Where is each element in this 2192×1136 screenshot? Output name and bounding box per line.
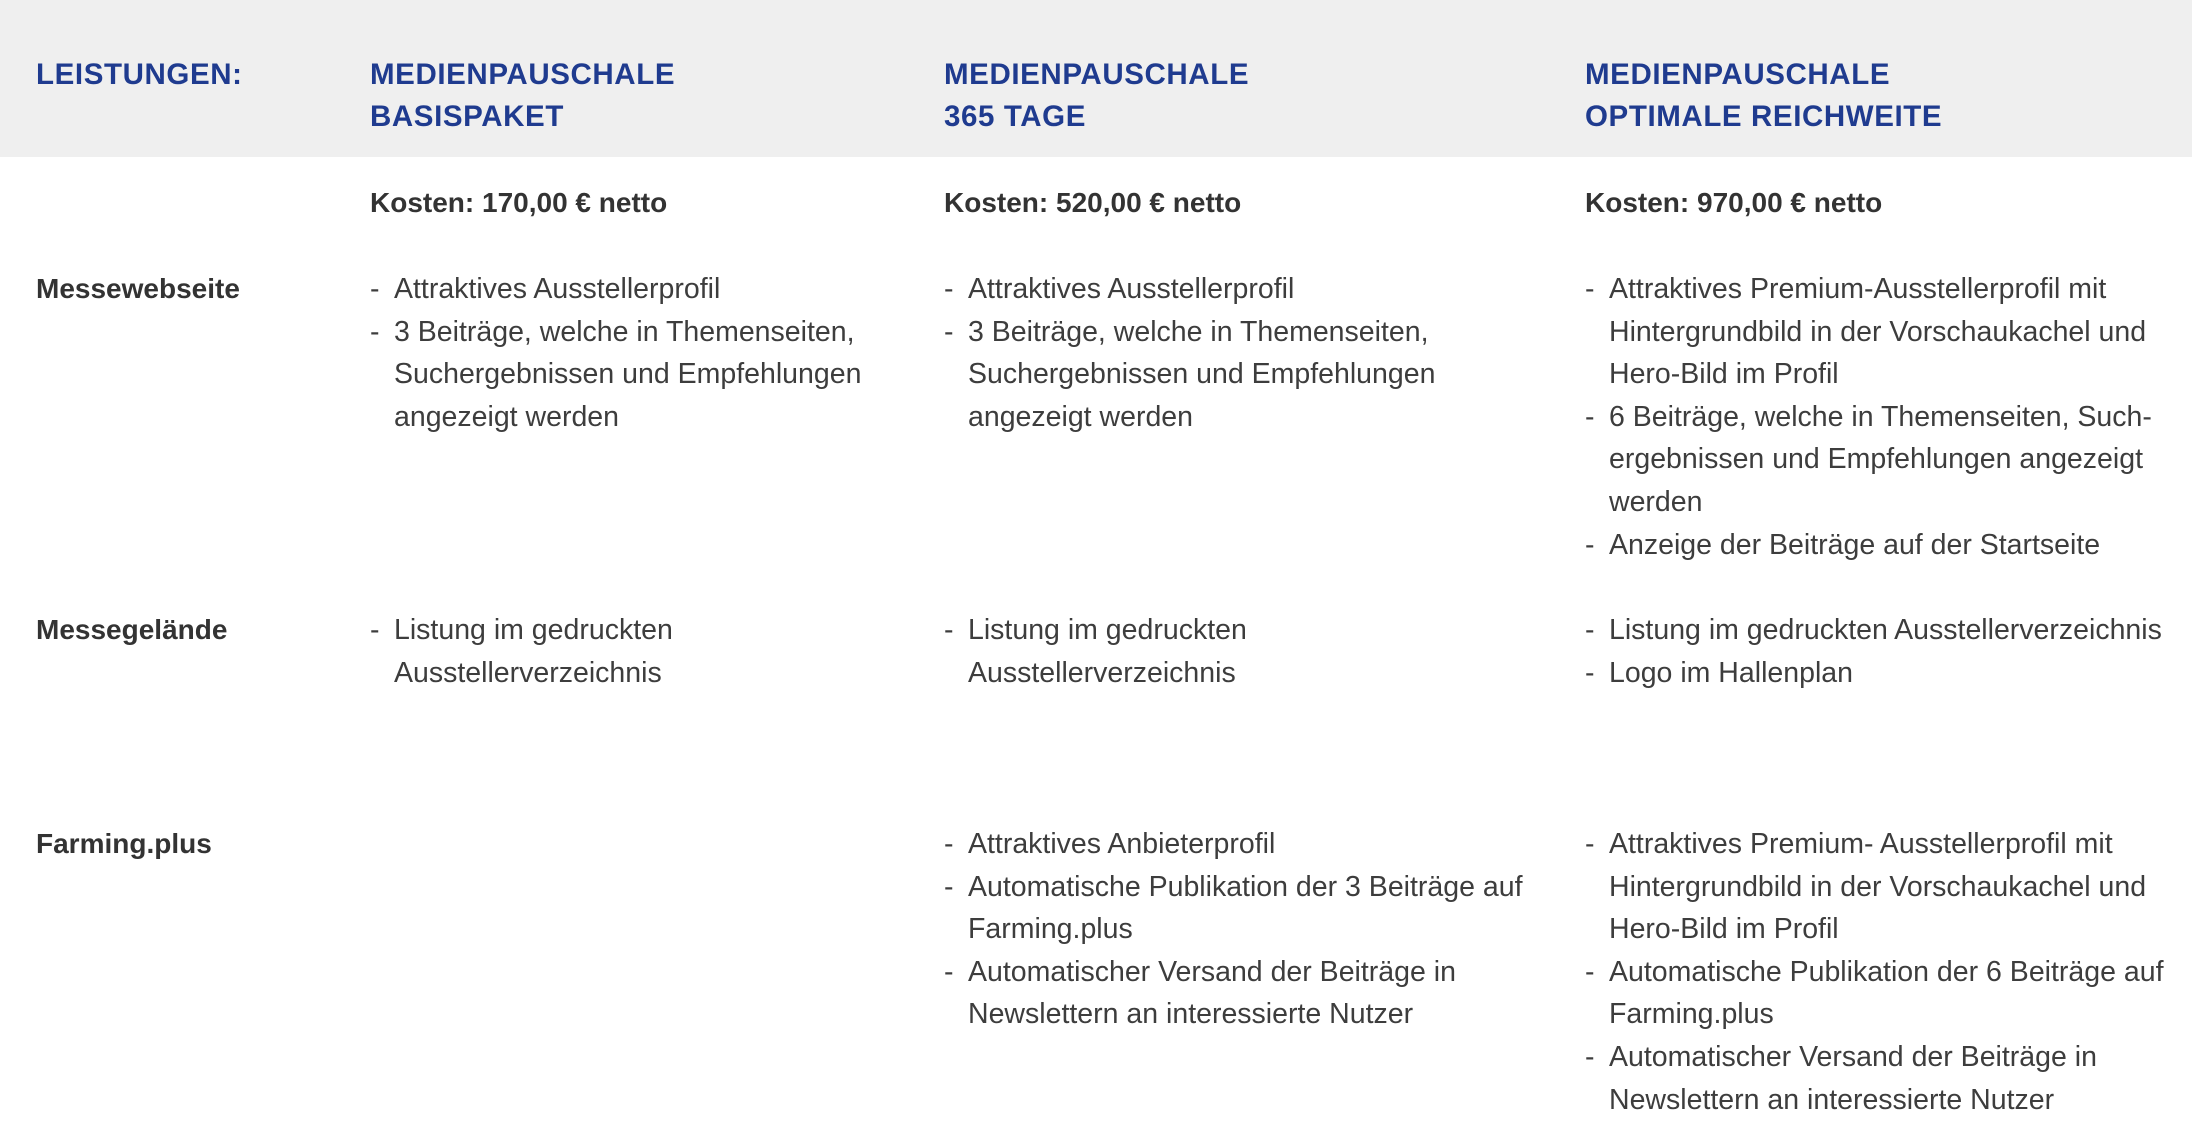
cell-messewebseite-365-tage xyxy=(944,268,1484,438)
list-item: - Listung im gedruckten Ausstellerverzeichnis xyxy=(944,609,1484,694)
cell-messewebseite-basispaket xyxy=(370,268,910,438)
cell-farming-plus-optimale-reichweite xyxy=(1585,823,2185,1121)
list-item: - 3 Beiträge, welche in Themenseiten, Suchergebnissen und Empfehlungen angezeigt werden xyxy=(370,311,910,439)
table-header xyxy=(0,0,2192,157)
cell-messegelaende-optimale-reichweite xyxy=(1585,609,2185,694)
cell-farming-plus-365-tage xyxy=(944,823,1534,1036)
list-item: - 3 Beiträge, welche in Themenseiten, Suchergebnissen und Empfehlungen angezeigt werden xyxy=(944,311,1484,439)
list-item: - Automatische Publikation der 3 Beiträge auf Farming.plus xyxy=(944,866,1534,951)
row-label-messegelaende: Messegelände xyxy=(36,614,228,645)
header-package-basispaket: MEDIENPAUSCHALE BASISPAKET xyxy=(370,58,676,133)
cost-basispaket: Kosten: 170,00 € netto xyxy=(370,187,668,218)
list-item: - Attraktives Ausstellerprofil xyxy=(944,268,1484,311)
header-leistungen: LEISTUNGEN: xyxy=(36,58,243,91)
cell-messegelaende-365-tage xyxy=(944,609,1484,694)
list-item: - Listung im gedruckten Ausstellerverzeichnis xyxy=(1585,609,2185,652)
list-item: - Automatische Publikation der 6 Beiträge auf Farming.plus xyxy=(1585,951,2185,1036)
list-item: - 6 Beiträge, welche in Themenseiten, Such-ergebnissen und Empfehlungen angezeigt werden xyxy=(1585,396,2185,524)
list-item: - Attraktives Ausstellerprofil xyxy=(370,268,910,311)
cost-optimale-reichweite: Kosten: 970,00 € netto xyxy=(1585,187,1883,218)
row-label-messewebseite: Messewebseite xyxy=(36,273,240,304)
list-item: - Anzeige der Beiträge auf der Startseite xyxy=(1585,524,2185,567)
row-label-farming-plus: Farming.plus xyxy=(36,828,212,859)
list-item: - Attraktives Premium- Ausstellerprofil mit Hintergrundbild in der Vorschaukachel und Hero-Bild im Profil xyxy=(1585,823,2185,951)
cell-messewebseite-optimale-reichweite xyxy=(1585,268,2185,566)
list-item: - Automatischer Versand der Beiträge in Newslettern an interessierte Nutzer xyxy=(1585,1036,2185,1121)
header-package-365-tage: MEDIENPAUSCHALE 365 TAGE xyxy=(944,58,1250,133)
cell-messegelaende-basispaket xyxy=(370,609,910,694)
header-package-optimale-reichweite: MEDIENPAUSCHALE OPTIMALE REICHWEITE xyxy=(1585,58,1943,133)
list-item: - Attraktives Premium-Ausstellerprofil mit Hintergrundbild in der Vorschaukachel und Hero-Bild im Profil xyxy=(1585,268,2185,396)
list-item: - Automatischer Versand der Beiträge in Newslettern an interessierte Nutzer xyxy=(944,951,1534,1036)
list-item: - Logo im Hallenplan xyxy=(1585,652,2185,695)
list-item: - Listung im gedruckten Ausstellerverzeichnis xyxy=(370,609,910,694)
list-item: - Attraktives Anbieterprofil xyxy=(944,823,1534,866)
cost-365-tage: Kosten: 520,00 € netto xyxy=(944,187,1242,218)
